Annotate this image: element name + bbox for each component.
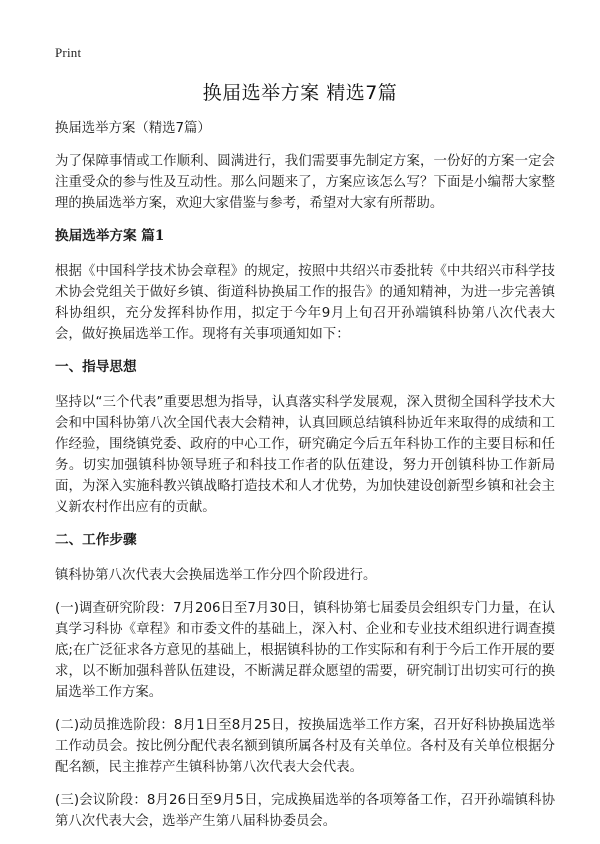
document-subtitle: 换届选举方案（精选7篇） [55, 121, 211, 136]
stage-paragraph-meeting: (三)会议阶段：8月26日至9月5日，完成换届选举的各项筹备工作，召开孙端镇科协第八次代表大会，选举产生第八届科协委员会。 [55, 793, 555, 829]
document-body [55, 118, 555, 844]
document-title: 换届选举方案 精选7篇 [202, 82, 398, 104]
section-paragraph: 镇科协第八次代表大会换届选举工作分四个阶段进行。 [55, 568, 377, 583]
stage-paragraph-research: (一)调查研究阶段：7月206日至7月30日，镇科协第七届委员会组织专门力量，在认真学习科协《章程》和市委文件的基础上，深入村、企业和专业技术组织进行调查摸底;在广泛征求各方意见的基础上，根据镇科协的工作实际和有利于今后工作开展的要求，以不断加强科普队伍建设，不断满足群众愿望的需要，研究制订出切实可行的换届选举工作方案。 [55, 601, 555, 700]
article-intro-paragraph: 根据《中国科学技术协会章程》的规定，按照中共绍兴市委批转《中共绍兴市科学技术协会党组关于做好乡镇、街道科协换届工作的报告》的通知精神，为进一步完善镇科协组织，充分发挥科协作用，拟定于今年9月上旬召开孙端镇科协第八次代表大会，做好换届选举工作。现将有关事项通知如下： [55, 264, 555, 342]
article-heading: 换届选举方案 篇1 [55, 228, 165, 244]
stage-paragraph-mobilization: (二)动员推选阶段：8月1日至8月25日，按换届选举工作方案，召开好科协换届选举工作动员会。按比例分配代表名额到镇所属各村及有关单位。各村及有关单位根据分配名额，民主推荐产生镇科协第八次代表大会代表。 [55, 718, 555, 775]
print-link[interactable]: Print [55, 45, 82, 60]
section-paragraph: 坚持以“三个代表”重要思想为指导，认真落实科学发展观，深入贯彻全国科学技术大会和中国科协第八次全国代表大会精神，认真回顾总结镇科协近年来取得的成绩和工作经验，围绕镇党委、政府的中心工作，研究确定今后五年科协工作的主要目标和任务。切实加强镇科协领导班子和科技工作者的队伍建设，努力开创镇科协工作新局面，为深入实施科教兴镇战略打造技术和人才优势，为加快建设创新型乡镇和社会主义新农村作出应有的贡献。 [55, 395, 555, 515]
section-heading-guiding-ideology: 一、指导思想 [55, 359, 137, 375]
section-heading-work-steps: 二、工作步骤 [55, 532, 137, 548]
intro-paragraph: 为了保障事情或工作顺利、圆满进行，我们需要事先制定方案，一份好的方案一定会注重受众的参与性及互动性。那么问题来了，方案应该怎么写？下面是小编帮大家整理的换届选举方案，欢迎大家借鉴与参考，希望对大家有所帮助。 [55, 154, 555, 211]
